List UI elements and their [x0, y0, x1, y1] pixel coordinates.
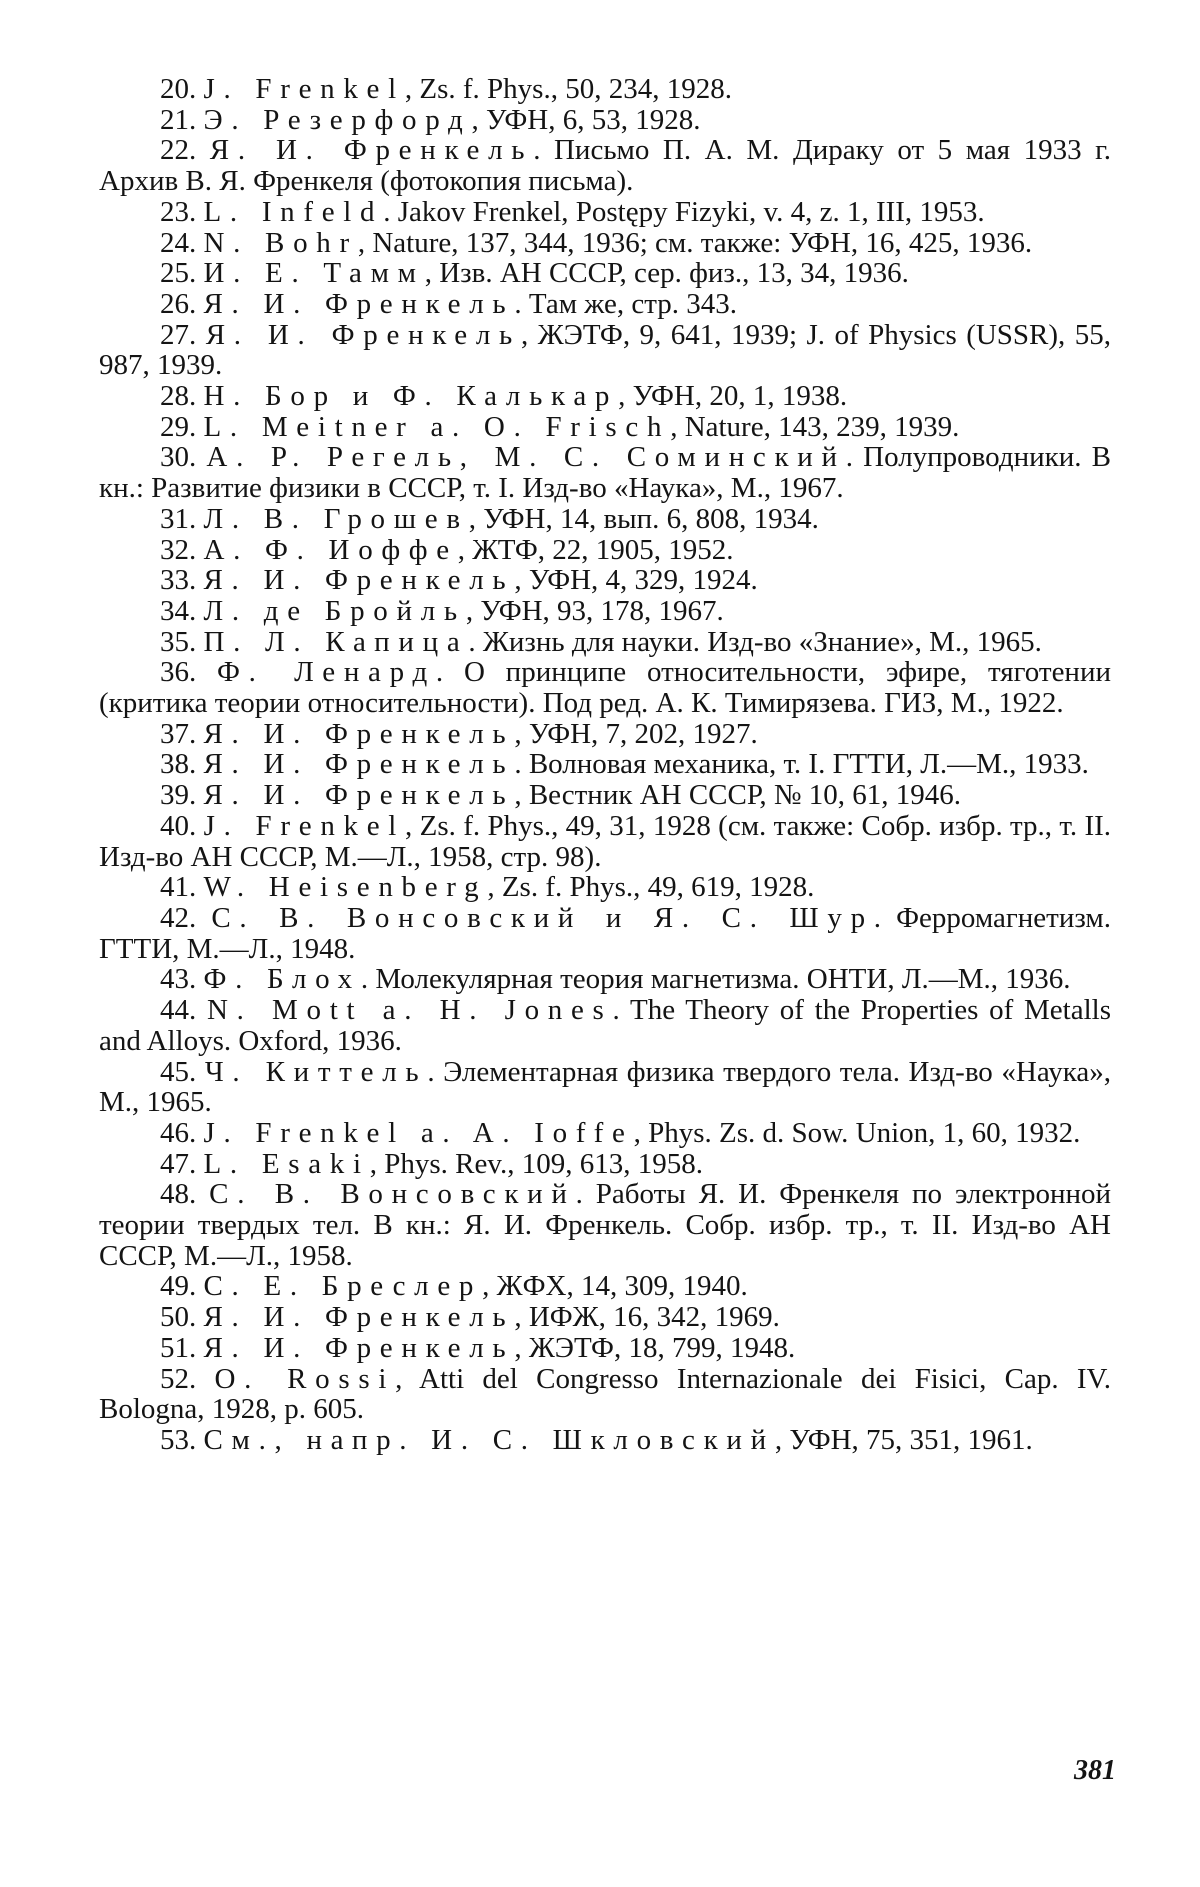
- reference-author: Я. И. Френкель: [209, 134, 534, 167]
- reference-entry: [99, 1333, 1111, 1364]
- reference-author: Ч. Киттель: [204, 1055, 428, 1088]
- reference-details: , УФН, 93, 178, 1967.: [465, 594, 724, 627]
- reference-details: , УФН, 6, 53, 1928.: [471, 103, 701, 136]
- reference-number: 31.: [160, 502, 204, 535]
- reference-author: И. Е. Тамм: [203, 257, 425, 290]
- reference-author: А. Р. Регель, М. С. Соминский: [206, 441, 846, 474]
- reference-entry: [99, 872, 1111, 903]
- reference-details: , УФН, 14, вып. 6, 808, 1934.: [468, 502, 819, 535]
- reference-details: . Работы Я. И. Френкеля по электронной теории твердых тел. В кн.: Я. И. Френкель. Собр. избр. тр., т. II. Изд-во АН СССР, М.—Л., 1958.: [99, 1178, 1112, 1272]
- reference-number: 29.: [160, 410, 204, 443]
- reference-author: N. Bohr: [203, 226, 358, 259]
- reference-entry: [99, 135, 1111, 196]
- reference-details: , УФН, 20, 1, 1938.: [618, 380, 848, 413]
- reference-number: 21.: [160, 103, 204, 136]
- reference-details: , Zs. f. Phys., 49, 619, 1928.: [487, 871, 815, 904]
- reference-entry: [99, 964, 1111, 995]
- reference-details: , Nature, 143, 239, 1939.: [670, 410, 960, 443]
- reference-details: , Zs. f. Phys., 50, 234, 1928.: [404, 73, 732, 105]
- reference-author: Я. И. Френкель: [205, 318, 521, 351]
- reference-details: , ИФЖ, 16, 342, 1969.: [514, 1301, 780, 1334]
- reference-entry: [99, 903, 1111, 964]
- reference-number: 38.: [160, 748, 204, 781]
- reference-number: 52.: [160, 1362, 215, 1395]
- reference-entry: [99, 1271, 1111, 1302]
- reference-number: 41.: [160, 871, 204, 904]
- reference-entry: [99, 289, 1111, 320]
- reference-number: 37.: [160, 717, 204, 750]
- reference-number: 26.: [160, 287, 204, 320]
- reference-entry: [99, 596, 1111, 627]
- reference-details: , ЖТФ, 22, 1905, 1952.: [457, 533, 734, 566]
- reference-author: N. Mott a. H. Jones: [206, 994, 613, 1027]
- reference-number: 33.: [160, 564, 204, 597]
- reference-author: А. Ф. Иоффе: [203, 533, 458, 566]
- reference-author: Ф. Ленард: [217, 656, 436, 689]
- reference-entry: [99, 1149, 1111, 1180]
- reference-details: . Волновая механика, т. I. ГТТИ, Л.—М., 1933.: [514, 748, 1089, 781]
- reference-entry: [99, 320, 1111, 381]
- reference-number: 27.: [160, 318, 206, 351]
- reference-author: Я. И. Френкель: [203, 1331, 515, 1364]
- reference-number: 28.: [160, 380, 204, 413]
- reference-author: L. Esaki: [203, 1147, 370, 1180]
- reference-entry: [99, 1302, 1111, 1333]
- reference-entry: [99, 74, 1111, 105]
- reference-details: , УФН, 7, 202, 1927.: [514, 717, 758, 750]
- reference-author: Я. И. Френкель: [203, 1301, 515, 1334]
- reference-entry: [99, 749, 1111, 780]
- reference-author: J. Frenkel: [203, 809, 406, 842]
- reference-details: . Молекулярная теория магнетизма. ОНТИ, Л.—М., 1936.: [360, 963, 1071, 996]
- reference-author: С. В. Вонсовский: [209, 1178, 576, 1211]
- reference-number: 40.: [160, 809, 204, 842]
- reference-number: 23.: [160, 195, 204, 228]
- reference-details: , Изв. АН СССР, сер. физ., 13, 34, 1936.: [424, 257, 909, 290]
- reference-entry: [99, 1364, 1111, 1425]
- reference-author: J. Frenkel: [203, 73, 405, 105]
- reference-author: Л. де Бройль: [203, 594, 466, 627]
- reference-number: 20.: [160, 73, 204, 105]
- reference-author: W. Heisenberg: [203, 871, 488, 904]
- reference-author: Я. И. Френкель: [203, 779, 515, 812]
- reference-details: . Полупроводники. В кн.: Развитие физики в СССР, т. I. Изд-во «Наука», М., 1967.: [99, 441, 1111, 505]
- reference-number: 42.: [160, 901, 212, 934]
- reference-details: , ЖЭТФ, 18, 799, 1948.: [514, 1331, 796, 1364]
- reference-list: [99, 74, 1111, 1456]
- reference-author: Э. Резерфорд: [203, 103, 472, 136]
- reference-number: 43.: [160, 963, 204, 996]
- reference-number: 49.: [160, 1270, 204, 1303]
- reference-details: . Жизнь для науки. Изд-во «Знание», М., 1965.: [468, 625, 1042, 658]
- reference-author: Я. И. Френкель: [203, 287, 515, 320]
- reference-author: L. Infeld: [203, 195, 384, 228]
- reference-author: С. В. Вонсовский и Я. С. Шур: [211, 901, 874, 934]
- reference-number: 24.: [160, 226, 204, 259]
- reference-entry: [99, 442, 1111, 503]
- reference-author: Я. И. Френкель: [203, 564, 515, 597]
- reference-number: 51.: [160, 1331, 204, 1364]
- reference-entry: [99, 258, 1111, 289]
- reference-number: 39.: [160, 779, 204, 812]
- reference-number: 53.: [160, 1423, 204, 1456]
- reference-entry: [99, 1425, 1111, 1456]
- reference-author: Я. И. Френкель: [203, 717, 515, 750]
- reference-number: 47.: [160, 1147, 204, 1180]
- reference-author: См., напр. И. С. Шкловский: [203, 1423, 775, 1456]
- reference-author: П. Л. Капица: [203, 625, 469, 658]
- reference-entry: [99, 811, 1111, 872]
- reference-details: , Zs. f. Phys., 49, 31, 1928 (см. также: Собр. избр. тр., т. II. Изд-во АН СССР, М.—Л., 1958, стр. 98).: [99, 809, 1112, 873]
- reference-entry: [99, 197, 1111, 228]
- reference-entry: [99, 535, 1111, 566]
- reference-entry: [99, 565, 1111, 596]
- reference-details: . Jakov Frenkel, Postępy Fizyki, v. 4, z. 1, III, 1953.: [383, 195, 985, 228]
- reference-number: 50.: [160, 1301, 204, 1334]
- reference-number: 25.: [160, 257, 204, 290]
- reference-entry: [99, 504, 1111, 535]
- reference-entry: [99, 627, 1111, 658]
- reference-number: 46.: [160, 1116, 204, 1149]
- reference-entry: [99, 1057, 1111, 1118]
- reference-author: Н. Бор и Ф. Калькар: [203, 380, 619, 413]
- reference-details: , ЖЭТФ, 9, 641, 1939; J. of Physics (USSR), 55, 987, 1939.: [99, 318, 1112, 382]
- reference-number: 44.: [160, 994, 207, 1027]
- reference-details: , УФН, 4, 329, 1924.: [514, 564, 758, 597]
- reference-entry: [99, 105, 1111, 136]
- reference-entry: [99, 657, 1111, 718]
- reference-author: С. Е. Бреслер: [203, 1270, 483, 1303]
- reference-author: J. Frenkel a. A. Ioffe: [203, 1116, 634, 1149]
- reference-number: 35.: [160, 625, 204, 658]
- reference-number: 32.: [160, 533, 204, 566]
- reference-entry: [99, 995, 1111, 1056]
- reference-details: , Phys. Rev., 109, 613, 1958.: [369, 1147, 703, 1180]
- reference-details: , Atti del Congresso Internazionale dei Fisici, Cap. IV. Bologna, 1928, p. 605.: [99, 1362, 1111, 1426]
- reference-details: , Phys. Zs. d. Sow. Union, 1, 60, 1932.: [633, 1116, 1081, 1149]
- reference-details: . О принципе относительности, эфире, тяготении (критика теории относительности). Под ред. А. К. Тимирязева. ГИЗ, М., 1922.: [99, 656, 1111, 720]
- reference-details: , УФН, 75, 351, 1961.: [774, 1423, 1033, 1456]
- reference-number: 48.: [160, 1178, 210, 1211]
- reference-entry: [99, 412, 1111, 443]
- reference-author: Л. В. Грошев: [203, 502, 469, 535]
- reference-details: . The Theory of the Properties of Metalls and Alloys. Oxford, 1936.: [99, 994, 1111, 1057]
- reference-number: 36.: [160, 656, 218, 689]
- reference-entry: [99, 719, 1111, 750]
- reference-entry: [99, 1179, 1111, 1271]
- page-number: 381: [1074, 1755, 1116, 1786]
- reference-details: . Письмо П. А. М. Дираку от 5 мая 1933 г. Архив В. Я. Френкеля (фотокопия письма).: [99, 134, 1112, 198]
- reference-number: 45.: [160, 1055, 205, 1088]
- reference-details: , ЖФХ, 14, 309, 1940.: [482, 1270, 748, 1303]
- reference-author: O. Rossi: [214, 1362, 396, 1395]
- reference-author: L. Meitner a. O. Frisch: [203, 410, 671, 443]
- reference-details: . Элементарная физика твердого тела. Изд-во «Наука», М., 1965.: [99, 1055, 1112, 1119]
- reference-details: . Там же, стр. 343.: [514, 287, 737, 320]
- reference-number: 34.: [160, 594, 204, 627]
- reference-number: 22.: [160, 134, 210, 167]
- reference-entry: [99, 780, 1111, 811]
- reference-details: , Nature, 137, 344, 1936; см. также: УФН, 16, 425, 1936.: [357, 226, 1033, 259]
- reference-number: 30.: [160, 441, 207, 474]
- reference-author: Я. И. Френкель: [203, 748, 515, 781]
- reference-entry: [99, 228, 1111, 259]
- reference-details: , Вестник АН СССР, № 10, 61, 1946.: [514, 779, 962, 812]
- reference-entry: [99, 1118, 1111, 1149]
- reference-entry: [99, 381, 1111, 412]
- reference-author: Ф. Блох: [203, 963, 361, 996]
- reference-details: . Ферромагнетизм. ГТТИ, М.—Л., 1948.: [99, 901, 1111, 965]
